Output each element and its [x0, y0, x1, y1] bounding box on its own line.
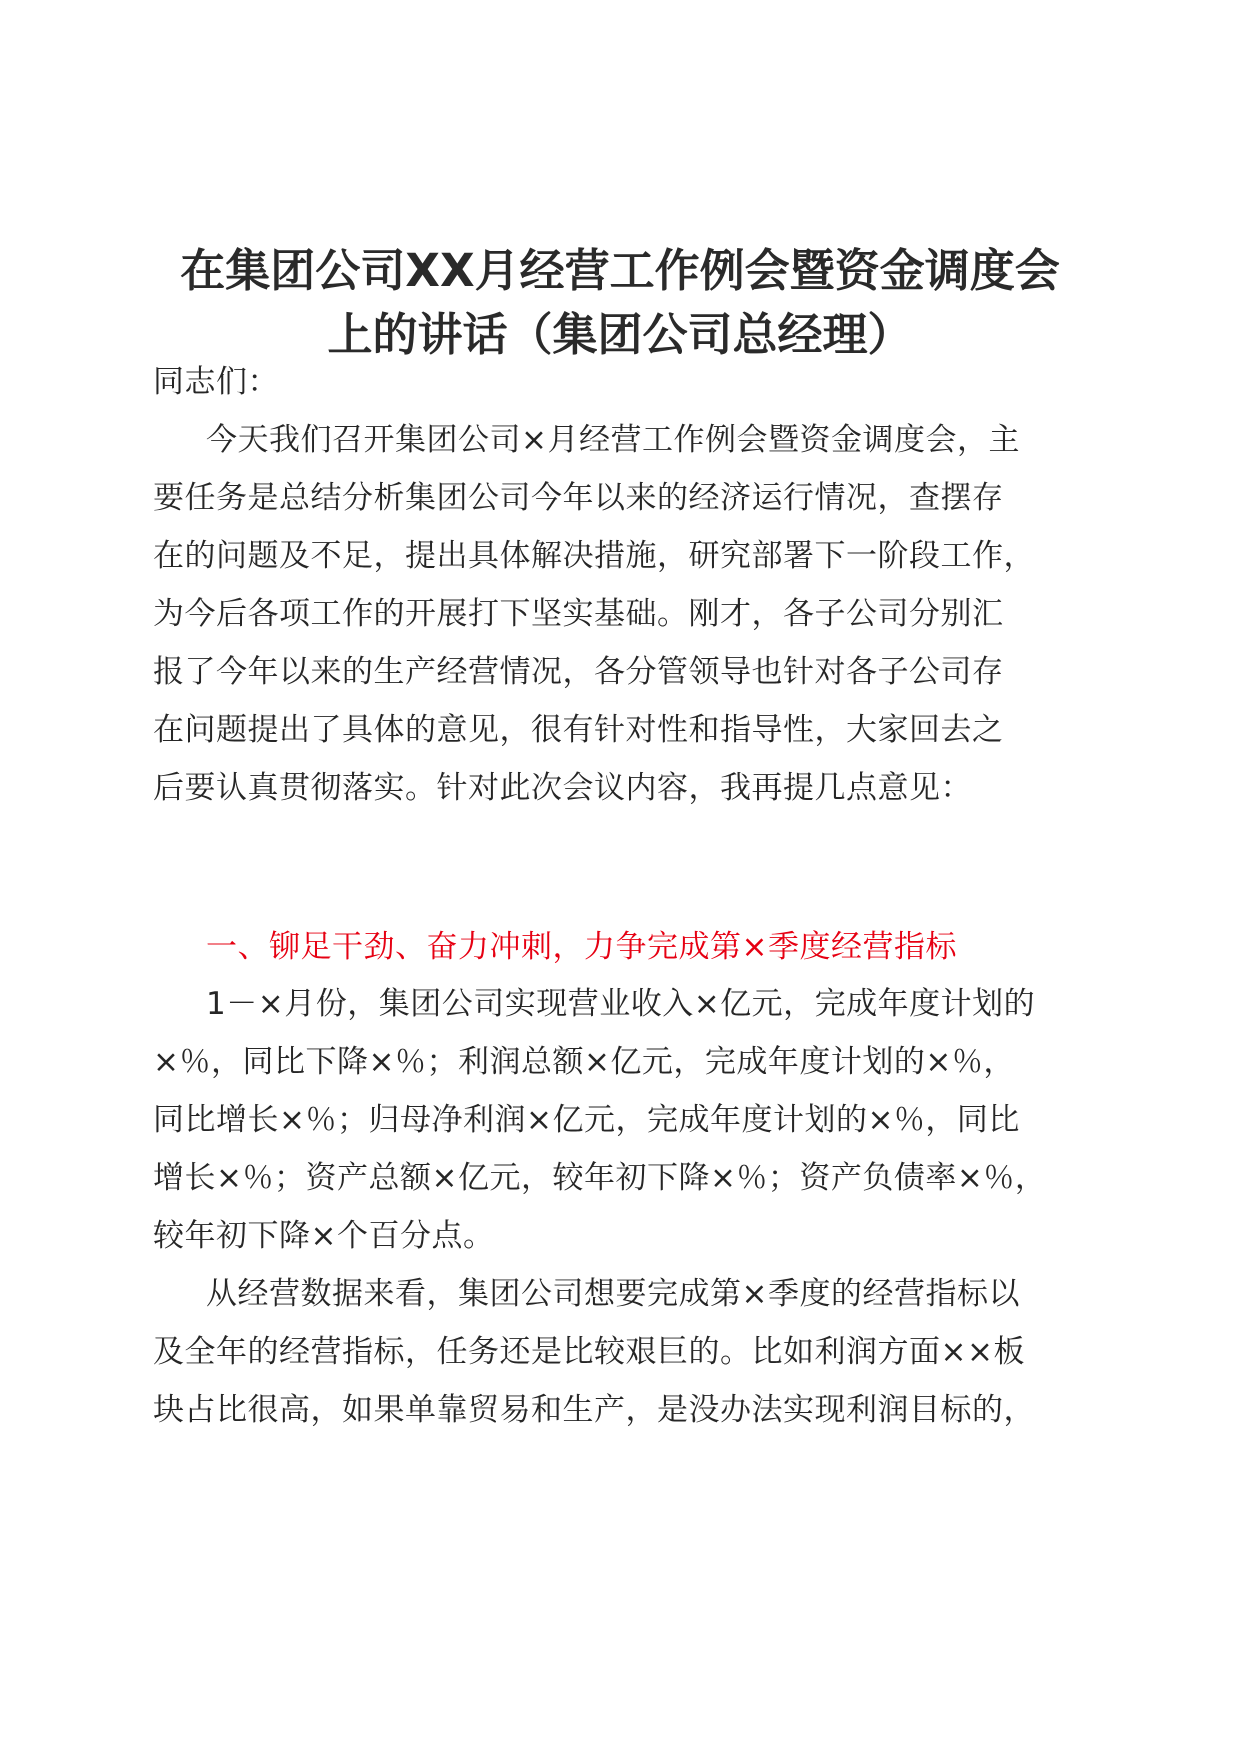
paragraph-1-line: 报了今年以来的生产经营情况，各分管领导也针对各子公司存: [153, 654, 1004, 690]
paragraph-2-line: 1－×月份，集团公司实现营业收入×亿元，完成年度计划的: [206, 986, 1036, 1022]
paragraph-1-line: 为今后各项工作的开展打下坚实基础。刚才，各子公司分别汇: [153, 596, 1004, 632]
section-heading-1: 一、铆足干劲、奋力冲刺，力争完成第×季度经营指标: [206, 929, 957, 965]
paragraph-3-line: 从经营数据来看，集团公司想要完成第×季度的经营指标以: [206, 1276, 1020, 1312]
paragraph-1-line: 要任务是总结分析集团公司今年以来的经济运行情况，查摆存: [153, 480, 1004, 516]
paragraph-1-line: 今天我们召开集团公司×月经营工作例会暨资金调度会，主: [206, 422, 1020, 458]
paragraph-2-line: ×％，同比下降×％；利润总额×亿元，完成年度计划的×％，: [153, 1044, 1015, 1080]
paragraph-1-line: 在问题提出了具体的意见，很有针对性和指导性，大家回去之: [153, 712, 1004, 748]
paragraph-1-line: 在的问题及不足，提出具体解决措施，研究部署下一阶段工作，: [153, 538, 1035, 574]
document-title-line-1: 在集团公司XX月经营工作例会暨资金调度会: [180, 244, 1060, 297]
paragraph-2-line: 较年初下降×个百分点。: [153, 1218, 495, 1254]
paragraph-2-line: 增长×％；资产总额×亿元，较年初下降×％；资产负债率×％，: [153, 1160, 1047, 1196]
paragraph-1-line: 后要认真贯彻落实。针对此次会议内容，我再提几点意见：: [153, 770, 972, 806]
paragraph-2-line: 同比增长×％；归母净利润×亿元，完成年度计划的×％，同比: [153, 1102, 1020, 1138]
paragraph-3-line: 块占比很高，如果单靠贸易和生产，是没办法实现利润目标的，: [153, 1392, 1035, 1428]
paragraph-3-line: 及全年的经营指标，任务还是比较艰巨的。比如利润方面××板: [153, 1334, 1025, 1370]
salutation: 同志们：: [153, 364, 279, 400]
document-title-line-2: 上的讲话（集团公司总经理）: [327, 308, 913, 361]
